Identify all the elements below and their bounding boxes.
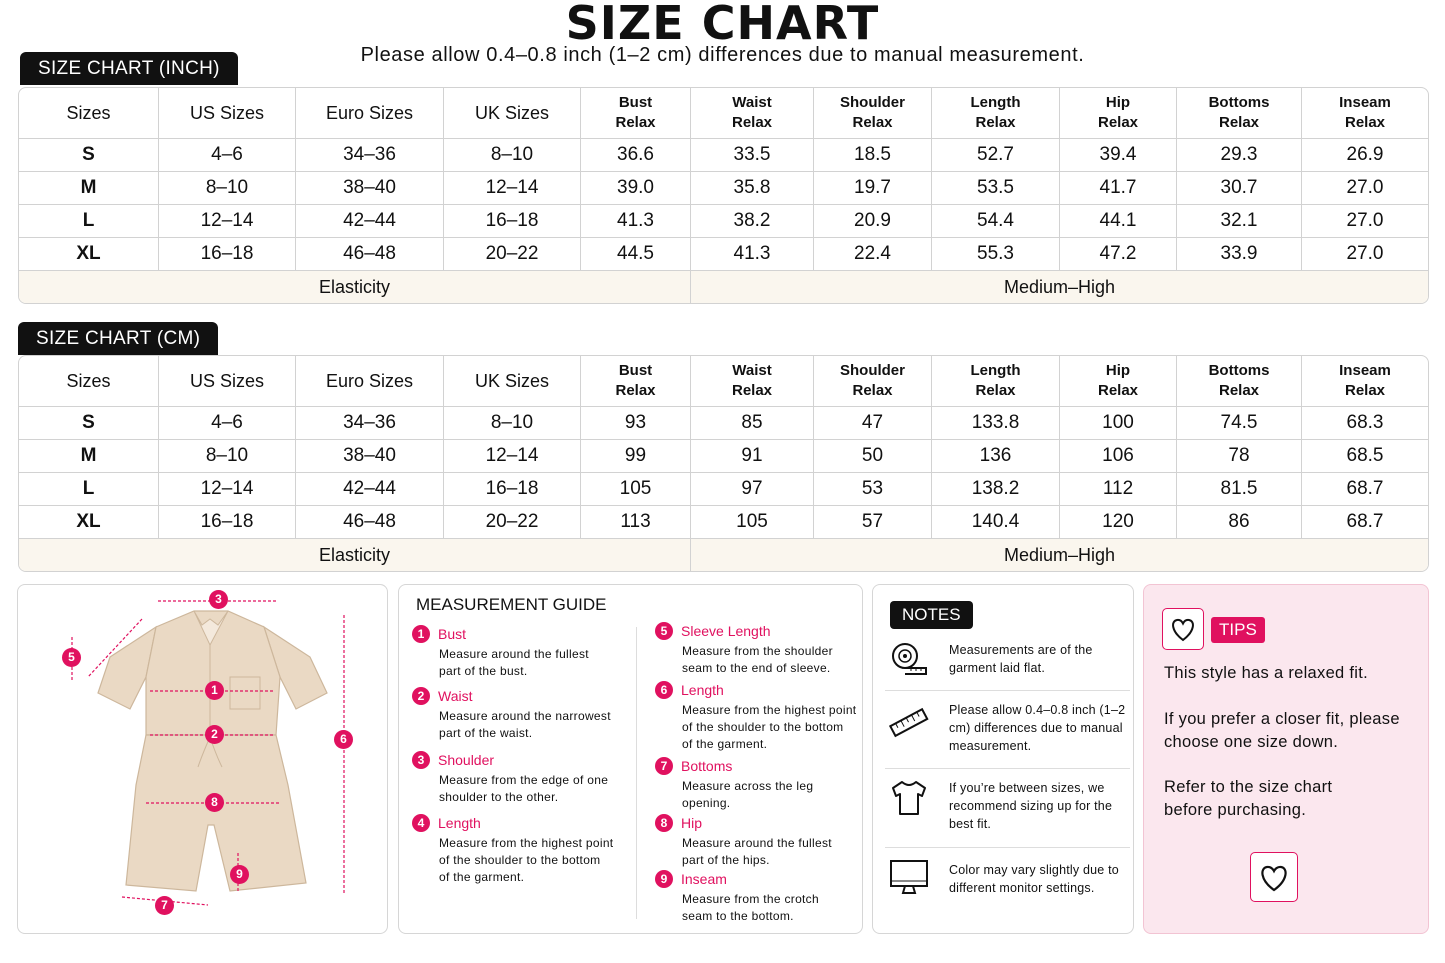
table-cell: 20.9 — [814, 205, 932, 238]
table-row — [19, 440, 1428, 473]
inch-size-table — [18, 87, 1429, 304]
table-cell: 140.4 — [932, 506, 1060, 539]
table-row — [19, 473, 1428, 506]
table-cell: 78 — [1177, 440, 1302, 473]
cm-section-label: SIZE CHART (CM) — [18, 322, 218, 355]
guide-item-bust: 1 Bust Measure around the fullest part of the bust. — [412, 625, 632, 680]
table-cell: 54.4 — [932, 205, 1060, 238]
table-cell: 105 — [581, 473, 691, 506]
table-cell: 16–18 — [159, 506, 296, 539]
table-cell: 16–18 — [444, 473, 581, 506]
table-cell: 32.1 — [1177, 205, 1302, 238]
header-hip: Hip Relax — [1060, 356, 1177, 407]
page-title: SIZE CHART — [565, 0, 880, 50]
note-divider — [885, 768, 1130, 769]
header-shoulder: Shoulder Relax — [814, 88, 932, 139]
table-cell: 34–36 — [296, 139, 444, 172]
header-inseam: Inseam Relax — [1302, 356, 1428, 407]
notes-title: NOTES — [890, 601, 973, 629]
table-cell: 16–18 — [159, 238, 296, 271]
guide-item-hip: 8 Hip Measure around the fullest part of the hips. — [655, 814, 875, 869]
guide-item-length-2: 6 Length Measure from the highest point of the shoulder to the bottom of the garment. — [655, 681, 875, 753]
dimension-label-5: 5 — [62, 648, 81, 667]
guide-item-sleeve-length: 5 Sleeve Length Measure from the shoulder seam to the end of sleeve. — [655, 622, 875, 677]
table-cell: 52.7 — [932, 139, 1060, 172]
measurement-guide-panel — [398, 584, 863, 934]
elasticity-row — [19, 271, 1428, 303]
table-cell: 18.5 — [814, 139, 932, 172]
table-cell: 42–44 — [296, 205, 444, 238]
table-row — [19, 238, 1428, 271]
table-cell: 57 — [814, 506, 932, 539]
table-cell: 26.9 — [1302, 139, 1428, 172]
table-cell: 41.3 — [581, 205, 691, 238]
table-cell: 136 — [932, 440, 1060, 473]
notes-panel — [872, 584, 1134, 934]
table-cell: 86 — [1177, 506, 1302, 539]
table-cell: 12–14 — [444, 440, 581, 473]
note-text: Measurements are of the garment laid flat. — [949, 643, 1093, 675]
table-cell: 68.7 — [1302, 506, 1428, 539]
page-subtitle: Please allow 0.4–0.8 inch (1–2 cm) differences due to manual measurement. — [360, 44, 1085, 66]
table-cell: 44.1 — [1060, 205, 1177, 238]
table-cell: 68.5 — [1302, 440, 1428, 473]
table-cell: 8–10 — [159, 172, 296, 205]
table-cell: 38–40 — [296, 440, 444, 473]
note-divider — [885, 690, 1130, 691]
note-item — [885, 701, 1130, 761]
table-cell: S — [19, 139, 159, 172]
table-cell: 85 — [691, 407, 814, 440]
tshirt-icon — [889, 779, 929, 817]
table-cell: 8–10 — [444, 407, 581, 440]
table-cell: 38.2 — [691, 205, 814, 238]
table-cell: 39.0 — [581, 172, 691, 205]
elasticity-label: Elasticity — [19, 271, 691, 303]
table-cell: 35.8 — [691, 172, 814, 205]
tips-line-2: If you prefer a closer fit, please choose one size down. — [1164, 710, 1400, 751]
guide-item-inseam: 9 Inseam Measure from the crotch seam to the bottom. — [655, 870, 875, 925]
table-cell: 27.0 — [1302, 238, 1428, 271]
table-cell: 46–48 — [296, 238, 444, 271]
table-cell: 41.3 — [691, 238, 814, 271]
elasticity-value: Medium–High — [691, 539, 1428, 571]
table-cell: 19.7 — [814, 172, 932, 205]
header-row — [19, 356, 1428, 407]
guide-item-shoulder: 3 Shoulder Measure from the edge of one shoulder to the other. — [412, 751, 632, 806]
table-cell: XL — [19, 238, 159, 271]
header-us-sizes: US Sizes — [159, 356, 296, 407]
table-row — [19, 205, 1428, 238]
table-cell: 29.3 — [1177, 139, 1302, 172]
dimension-label-9: 9 — [230, 865, 249, 884]
table-cell: 12–14 — [159, 473, 296, 506]
table-cell: 39.4 — [1060, 139, 1177, 172]
table-row — [19, 506, 1428, 539]
table-cell: 41.7 — [1060, 172, 1177, 205]
guide-item-length: 4 Length Measure from the highest point of the shoulder to the bottom of the garment. — [412, 814, 632, 886]
table-cell: 33.9 — [1177, 238, 1302, 271]
header-bottoms: Bottoms Relax — [1177, 356, 1302, 407]
table-cell: 42–44 — [296, 473, 444, 506]
table-cell: 133.8 — [932, 407, 1060, 440]
header-uk-sizes: UK Sizes — [444, 356, 581, 407]
header-sizes: Sizes — [19, 88, 159, 139]
table-cell: 12–14 — [444, 172, 581, 205]
header-euro-sizes: Euro Sizes — [296, 356, 444, 407]
header-euro-sizes: Euro Sizes — [296, 88, 444, 139]
dimension-label-6: 6 — [334, 730, 353, 749]
table-cell: 106 — [1060, 440, 1177, 473]
elasticity-row — [19, 539, 1428, 571]
table-cell: 47.2 — [1060, 238, 1177, 271]
table-row — [19, 172, 1428, 205]
tips-line-1: This style has a relaxed fit. — [1164, 664, 1369, 682]
garment-diagram-panel — [17, 584, 388, 934]
table-row — [19, 407, 1428, 440]
cm-size-table — [18, 355, 1429, 572]
table-cell: L — [19, 473, 159, 506]
table-cell: 138.2 — [932, 473, 1060, 506]
table-cell: 105 — [691, 506, 814, 539]
table-cell: M — [19, 440, 159, 473]
header-length: Length Relax — [932, 88, 1060, 139]
heart-box-bottom — [1250, 852, 1298, 902]
table-cell: 55.3 — [932, 238, 1060, 271]
tips-line-3: Refer to the size chart before purchasing. — [1164, 778, 1333, 819]
heart-icon — [1251, 853, 1297, 901]
table-cell: 120 — [1060, 506, 1177, 539]
table-cell: 12–14 — [159, 205, 296, 238]
table-cell: 53 — [814, 473, 932, 506]
table-cell: 47 — [814, 407, 932, 440]
table-row — [19, 139, 1428, 172]
measuring-tape-icon — [889, 641, 929, 677]
table-cell: 38–40 — [296, 172, 444, 205]
romper-illustration — [18, 585, 387, 933]
note-text: Color may vary slightly due to different monitor settings. — [949, 863, 1119, 895]
note-item — [885, 859, 1130, 903]
dimension-label-2: 2 — [205, 725, 224, 744]
table-cell: XL — [19, 506, 159, 539]
header-waist: Waist Relax — [691, 356, 814, 407]
table-cell: 27.0 — [1302, 172, 1428, 205]
table-cell: 16–18 — [444, 205, 581, 238]
table-cell: 20–22 — [444, 506, 581, 539]
header-shoulder: Shoulder Relax — [814, 356, 932, 407]
table-cell: 36.6 — [581, 139, 691, 172]
table-cell: L — [19, 205, 159, 238]
table-cell: 68.3 — [1302, 407, 1428, 440]
table-cell: 4–6 — [159, 407, 296, 440]
header-hip: Hip Relax — [1060, 88, 1177, 139]
tips-title: TIPS — [1211, 617, 1265, 643]
elasticity-label: Elasticity — [19, 539, 691, 571]
table-cell: S — [19, 407, 159, 440]
table-cell: 22.4 — [814, 238, 932, 271]
table-cell: 8–10 — [444, 139, 581, 172]
header-sizes: Sizes — [19, 356, 159, 407]
note-item — [885, 779, 1130, 839]
table-cell: 50 — [814, 440, 932, 473]
note-divider — [885, 847, 1130, 848]
header-row — [19, 88, 1428, 139]
tips-panel — [1143, 584, 1429, 934]
table-cell: 8–10 — [159, 440, 296, 473]
elasticity-value: Medium–High — [691, 271, 1428, 303]
table-cell: 100 — [1060, 407, 1177, 440]
table-cell: 34–36 — [296, 407, 444, 440]
table-cell: 99 — [581, 440, 691, 473]
table-cell: 91 — [691, 440, 814, 473]
heart-box — [1162, 608, 1204, 650]
header-bust: Bust Relax — [581, 88, 691, 139]
table-cell: 81.5 — [1177, 473, 1302, 506]
note-item — [885, 641, 1130, 691]
table-cell: 44.5 — [581, 238, 691, 271]
table-cell: 27.0 — [1302, 205, 1428, 238]
dimension-label-1: 1 — [205, 681, 224, 700]
dimension-label-8: 8 — [205, 793, 224, 812]
table-cell: 68.7 — [1302, 473, 1428, 506]
table-cell: 112 — [1060, 473, 1177, 506]
header-length: Length Relax — [932, 356, 1060, 407]
ruler-icon — [889, 705, 929, 741]
header-uk-sizes: UK Sizes — [444, 88, 581, 139]
table-cell: 93 — [581, 407, 691, 440]
table-cell: 74.5 — [1177, 407, 1302, 440]
guide-item-bottoms: 7 Bottoms Measure across the leg opening. — [655, 757, 875, 812]
table-cell: M — [19, 172, 159, 205]
note-text: Please allow 0.4–0.8 inch (1–2 cm) differences due to manual measurement. — [949, 703, 1126, 753]
table-cell: 46–48 — [296, 506, 444, 539]
guide-item-waist: 2 Waist Measure around the narrowest part of the waist. — [412, 687, 632, 742]
table-cell: 97 — [691, 473, 814, 506]
heart-icon — [1163, 609, 1203, 649]
monitor-icon — [889, 859, 929, 897]
header-inseam: Inseam Relax — [1302, 88, 1428, 139]
table-cell: 30.7 — [1177, 172, 1302, 205]
dimension-label-7: 7 — [155, 896, 174, 915]
header-bust: Bust Relax — [581, 356, 691, 407]
table-cell: 4–6 — [159, 139, 296, 172]
measurement-guide-title: MEASUREMENT GUIDE — [416, 595, 607, 614]
dimension-label-3: 3 — [209, 590, 228, 609]
inch-section-label: SIZE CHART (INCH) — [20, 52, 238, 85]
guide-divider — [636, 627, 637, 919]
table-cell: 53.5 — [932, 172, 1060, 205]
header-waist: Waist Relax — [691, 88, 814, 139]
header-bottoms: Bottoms Relax — [1177, 88, 1302, 139]
note-text: If you’re between sizes, we recommend sizing up for the best fit. — [949, 781, 1113, 831]
table-cell: 33.5 — [691, 139, 814, 172]
header-us-sizes: US Sizes — [159, 88, 296, 139]
table-cell: 20–22 — [444, 238, 581, 271]
table-cell: 113 — [581, 506, 691, 539]
